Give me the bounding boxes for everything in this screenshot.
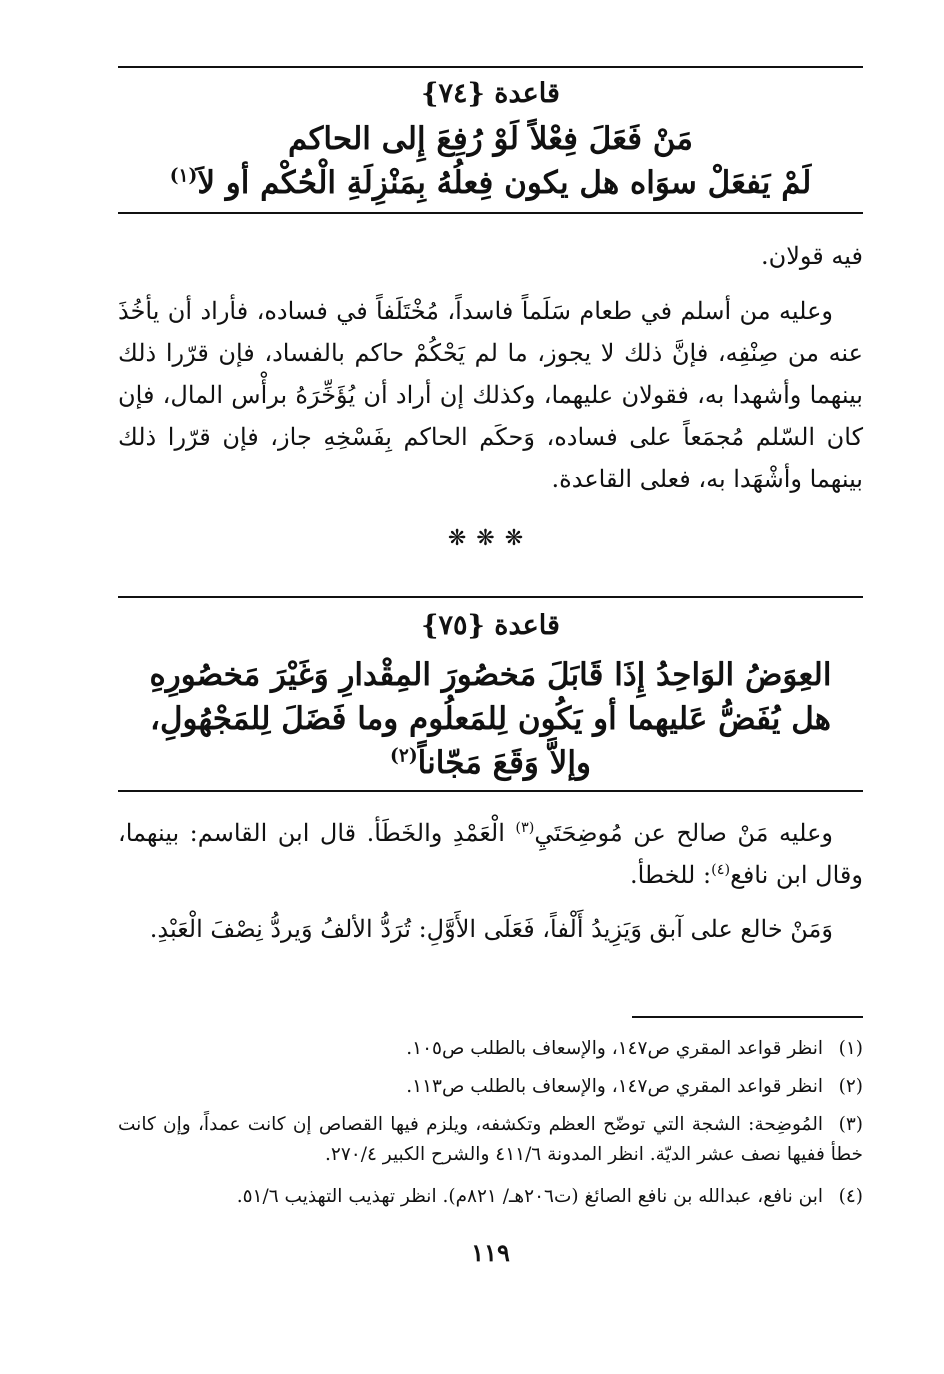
rule75-para1: وعليه مَنْ صالح عن مُوضِحَتَيِ$^{(٣)}$ الْعَمْدِ والخَطَأ. قال ابن القاسم: بينهما، وقال ابن نافع$^{(٤)}$: للخطأ. [118, 819, 863, 889]
rule75-top-rule [118, 596, 863, 598]
rule75-title: قاعدة {٧٥} [421, 610, 560, 641]
rule74-heading-line1: مَنْ فَعَلَ فِعْلاً لَوْ رُفِعَ إِلى الحاكم [287, 121, 694, 157]
rule75-heading-line2: هل يُفَضُّ عَليهما أو يَكُون لِلمَعلُوم وما فَضَلَ لِلمَجْهُولِ، [149, 701, 832, 737]
footnote-1: (١)انظر قواعد المقري ص١٤٧، والإسعاف بالطلب ص١٠٥. [406, 1038, 863, 1059]
rule74-heading-rule [118, 212, 863, 214]
rule74-body: وعليه من أسلم في طعام سَلَماً فاسداً، مُخْتَلَفاً في فساده، فأراد أن يأخُذَ عنه من صِنْفِه، فإنَّ ذلك لا يجوز، ما لم يَحْكُمْ حاكم بالفساد، فإن قرّرا ذلك بينهما وأشهدا به، فقولان عليهما، وكذلك إن أراد أن يُؤَخِّرَهُ برأْس المال، فإن كان السّلم مُجمَعاً على فساده، وَحكَم الحاكم بِفَسْخِهِ جاز، فإن قرّرا ذلك بينهما وأشْهَدا به، فعلى القاعدة. [118, 297, 863, 493]
section-separator: ❋❋❋ [447, 526, 534, 551]
rule75-heading-line3: وإلاَّ وَقَعَ مَجّاناً$^{(٢)}$ [390, 745, 591, 781]
top-rule [118, 66, 863, 68]
rule75-heading-line1: العِوَضُ الوَاحِدُ إِذَا قَابَلَ مَخصُورَ المِقْدارِ وَغَيْرَ مَخصُورِهِ [149, 657, 832, 693]
rule74-heading-line2: لَمْ يَفعَلْ سوَاه هل يكون فِعلُهُ بِمَنْزِلَةِ الْحُكْم أو لاَ$^{(١)}$ [169, 165, 812, 201]
rule75-para2: وَمَنْ خالع على آبق وَيَزِيدُ أَلْفاً، فَعَلَى الأَوَّلِ: تُرَدُّ الألفُ وَيردُّ نِصْفَ الْعَبْدِ. [149, 915, 833, 943]
rule75-heading-rule [118, 790, 863, 792]
rule74-intro: فيه قولان. [760, 242, 863, 270]
footnote-rule [632, 1016, 863, 1018]
footnote-ref-3: (٣) [515, 820, 535, 836]
rule74-title: قاعدة {٧٤} [421, 78, 560, 109]
footnote-ref-4: (٤) [711, 862, 731, 878]
page-number: ١١٩ [471, 1238, 510, 1267]
footnote-3: (٣)المُوضِحة: الشجة التي توضّح العظم وتكشفه، ويلزم فيها القصاص إن كانت عمداً، وإن كانت خطأ ففيها نصف عشر الديّة. انظر المدونة ٤١١/٦ والشرح الكبير ٢٧٠/٤. [118, 1114, 863, 1165]
footnote-4: (٤)ابن نافع، عبدالله بن نافع الصائغ (ت٢٠٦هـ/ ٨٢١م). انظر تهذيب التهذيب ٥١/٦. [236, 1186, 863, 1207]
footnote-ref-2: (٢) [390, 745, 418, 767]
footnote-2: (٢)انظر قواعد المقري ص١٤٧، والإسعاف بالطلب ص١١٣. [406, 1076, 863, 1097]
footnote-ref-1: (١) [169, 165, 198, 187]
